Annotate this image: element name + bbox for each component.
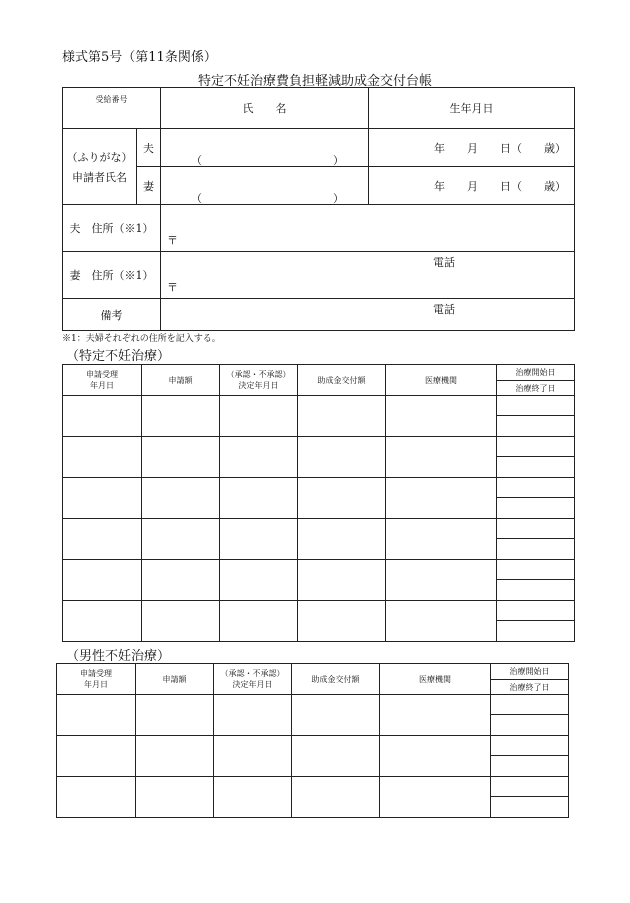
table-row	[63, 396, 575, 416]
husband-birthdate-field[interactable]: 年 月 日（ 歳）	[369, 129, 575, 167]
paren-open: （	[191, 191, 202, 205]
section-male-title: （男性不妊治療）	[66, 649, 171, 664]
col-treatment-start: 治療開始日	[491, 664, 569, 680]
treatment-end-cell[interactable]	[497, 457, 575, 478]
male-treatment-table	[56, 663, 569, 818]
treatment-end-cell[interactable]	[491, 715, 569, 736]
record-cell[interactable]	[386, 396, 497, 437]
treatment-end-cell[interactable]	[497, 539, 575, 560]
phone-label: 電話	[433, 256, 455, 269]
applicant-name-cell	[63, 129, 137, 205]
record-cell[interactable]	[63, 478, 142, 519]
record-cell[interactable]	[386, 478, 497, 519]
record-cell[interactable]	[136, 777, 214, 818]
furigana-label: （ふりがな）	[66, 150, 133, 164]
record-cell[interactable]	[298, 396, 386, 437]
table-row	[63, 437, 575, 457]
record-cell[interactable]	[298, 478, 386, 519]
paren-close: ）	[333, 191, 344, 205]
specific-treatment-table	[62, 364, 575, 642]
paren-close: ）	[333, 153, 344, 167]
section-specific-title: （特定不妊治療）	[66, 349, 171, 364]
wife-address-field[interactable]	[161, 252, 575, 316]
remarks-field[interactable]	[161, 299, 575, 331]
record-cell[interactable]	[380, 695, 491, 736]
treatment-start-cell[interactable]	[491, 777, 569, 797]
record-cell[interactable]	[220, 437, 298, 478]
treatment-end-cell[interactable]	[491, 797, 569, 818]
col-treatment-end: 治療終了日	[491, 680, 569, 695]
remarks-label: 備考	[63, 299, 161, 331]
treatment-end-cell[interactable]	[497, 416, 575, 437]
treatment-start-cell[interactable]	[497, 601, 575, 621]
col-decision: （承認・不承認） 決定年月日	[220, 365, 298, 396]
wife-birthdate-field[interactable]: 年 月 日（ 歳）	[369, 167, 575, 205]
birthdate-header: 生年月日	[369, 88, 575, 129]
table-row	[63, 519, 575, 539]
col-treatment-start: 治療開始日	[497, 365, 575, 381]
record-cell[interactable]	[57, 736, 136, 777]
record-cell[interactable]	[220, 396, 298, 437]
record-cell[interactable]	[63, 601, 142, 642]
page-title: 特定不妊治療費負担軽減助成金交付台帳	[197, 74, 432, 89]
table-row	[63, 560, 575, 580]
record-cell[interactable]	[220, 560, 298, 601]
wife-address-label: 妻 住所（※1）	[63, 252, 161, 299]
treatment-end-cell[interactable]	[491, 756, 569, 777]
record-cell[interactable]	[386, 601, 497, 642]
record-cell[interactable]	[380, 777, 491, 818]
record-cell[interactable]	[386, 519, 497, 560]
wife-label: 妻	[137, 167, 161, 205]
form-number: 様式第5号（第11条関係）	[62, 50, 217, 65]
applicant-table	[62, 87, 575, 331]
col-grant-amount: 助成金交付額	[298, 365, 386, 396]
record-cell[interactable]	[136, 695, 214, 736]
record-cell[interactable]	[142, 601, 220, 642]
treatment-start-cell[interactable]	[497, 437, 575, 457]
table-row	[63, 478, 575, 498]
col-amount: 申請額	[136, 664, 214, 695]
table-row	[63, 601, 575, 621]
treatment-start-cell[interactable]	[497, 519, 575, 539]
record-cell[interactable]	[63, 437, 142, 478]
phone-label: 電話	[433, 303, 455, 316]
col-receipt-date: 申請受理 年月日	[57, 664, 136, 695]
receipt-number-label: 受給番号	[63, 88, 161, 129]
treatment-start-cell[interactable]	[497, 478, 575, 498]
applicant-name-label: 申請者氏名	[72, 170, 127, 184]
record-cell[interactable]	[142, 519, 220, 560]
record-cell[interactable]	[57, 695, 136, 736]
col-decision: （承認・不承認） 決定年月日	[214, 664, 292, 695]
treatment-start-cell[interactable]	[497, 560, 575, 580]
wife-name-field[interactable]	[161, 167, 369, 205]
record-cell[interactable]	[57, 777, 136, 818]
record-cell[interactable]	[292, 736, 380, 777]
table-row	[57, 777, 569, 797]
col-grant-amount: 助成金交付額	[292, 664, 380, 695]
husband-address-label: 夫 住所（※1）	[63, 205, 161, 252]
record-cell[interactable]	[386, 560, 497, 601]
col-amount: 申請額	[142, 365, 220, 396]
col-receipt-date: 申請受理 年月日	[63, 365, 142, 396]
record-cell[interactable]	[214, 736, 292, 777]
treatment-end-cell[interactable]	[497, 580, 575, 601]
husband-label: 夫	[137, 129, 161, 167]
record-cell[interactable]	[142, 396, 220, 437]
record-cell[interactable]	[63, 519, 142, 560]
record-cell[interactable]	[298, 601, 386, 642]
husband-name-field[interactable]	[161, 129, 369, 167]
postal-mark: 〒	[167, 234, 178, 247]
record-cell[interactable]	[142, 437, 220, 478]
husband-address-field[interactable]	[161, 205, 575, 269]
treatment-start-cell[interactable]	[491, 736, 569, 756]
record-cell[interactable]	[298, 437, 386, 478]
record-cell[interactable]	[220, 478, 298, 519]
record-cell[interactable]	[220, 601, 298, 642]
table-row	[57, 695, 569, 715]
record-cell[interactable]	[292, 695, 380, 736]
record-cell[interactable]	[292, 777, 380, 818]
record-cell[interactable]	[63, 560, 142, 601]
record-cell[interactable]	[142, 478, 220, 519]
treatment-start-cell[interactable]	[491, 695, 569, 715]
col-institution: 医療機関	[386, 365, 497, 396]
record-cell[interactable]	[380, 736, 491, 777]
record-cell[interactable]	[136, 736, 214, 777]
paren-open: （	[191, 153, 202, 167]
treatment-end-cell[interactable]	[497, 498, 575, 519]
record-cell[interactable]	[298, 519, 386, 560]
record-cell[interactable]	[63, 396, 142, 437]
record-cell[interactable]	[142, 560, 220, 601]
col-institution: 医療機関	[380, 664, 491, 695]
record-cell[interactable]	[214, 777, 292, 818]
col-treatment-end: 治療終了日	[497, 381, 575, 396]
record-cell[interactable]	[386, 437, 497, 478]
record-cell[interactable]	[214, 695, 292, 736]
treatment-start-cell[interactable]	[497, 396, 575, 416]
table-row	[57, 736, 569, 756]
record-cell[interactable]	[298, 560, 386, 601]
postal-mark: 〒	[167, 281, 178, 294]
name-header: 氏 名	[161, 88, 369, 129]
treatment-end-cell[interactable]	[497, 621, 575, 642]
address-note: ※1：夫婦それぞれの住所を記入する。	[62, 334, 221, 344]
record-cell[interactable]	[220, 519, 298, 560]
